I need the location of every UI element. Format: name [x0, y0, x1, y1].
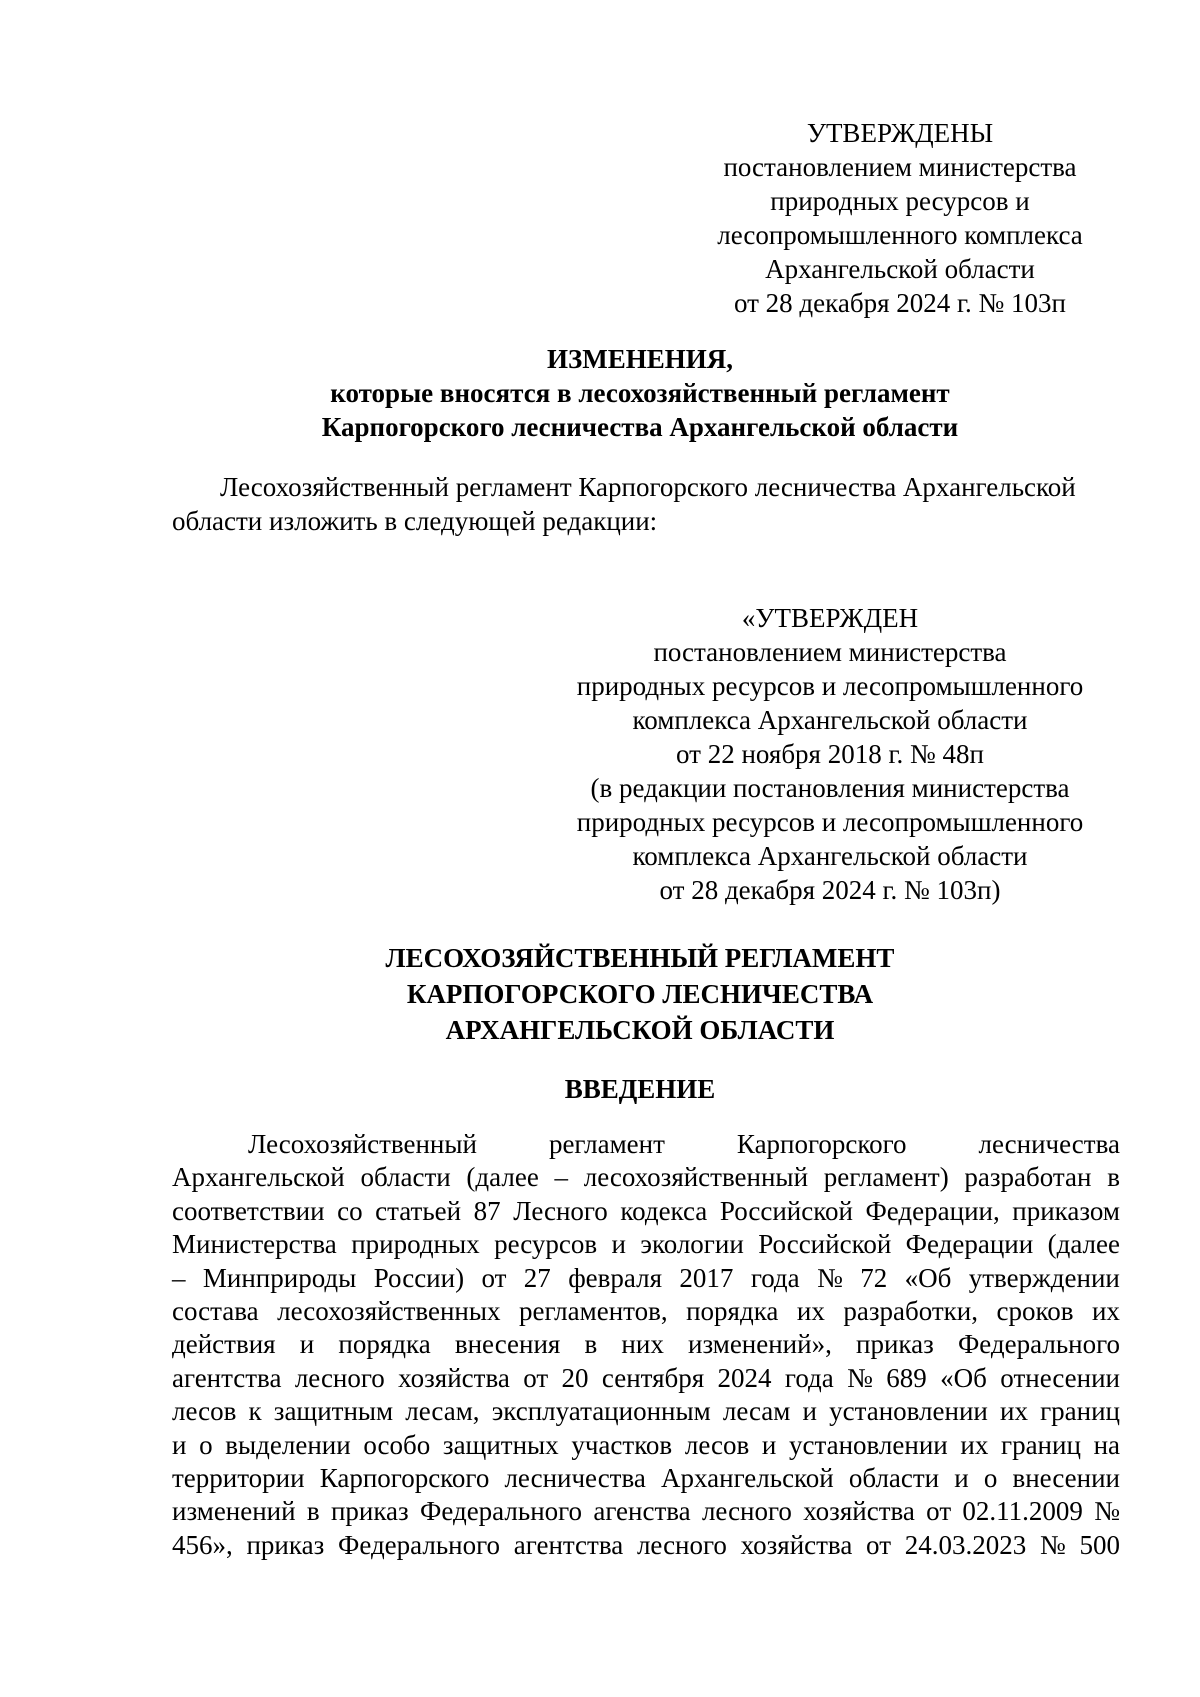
word: состава: [172, 1296, 259, 1327]
word: –: [554, 1162, 569, 1193]
word: 72: [860, 1262, 888, 1293]
approval-top-line: от 28 декабря 2024 г. № 103п: [733, 288, 1066, 318]
word: порядка: [686, 1296, 779, 1327]
word: их: [960, 1429, 989, 1460]
word: лесного: [636, 1529, 727, 1560]
word: эксплуатационным: [491, 1396, 711, 1427]
approval-top-line: лесопромышленного комплекса: [717, 220, 1083, 250]
word: сроков: [996, 1296, 1074, 1327]
word: Карпогорского: [736, 1129, 907, 1159]
approval-second-line: (в редакции постановления министерства: [590, 773, 1070, 803]
word: Федерации,: [865, 1195, 1000, 1226]
word: агенства: [593, 1496, 691, 1527]
intro-paragraph-line: области изложить в следующей редакции:: [172, 506, 658, 536]
word: 02.11.2009: [962, 1496, 1083, 1527]
word: и: [802, 1396, 817, 1427]
word: них: [621, 1329, 664, 1360]
word: о: [983, 1463, 998, 1494]
reglament-title-line: АРХАНГЕЛЬСКОЙ ОБЛАСТИ: [445, 1015, 835, 1045]
word: агентства: [513, 1529, 624, 1560]
word: отнесении: [1000, 1362, 1120, 1393]
word: со: [337, 1195, 363, 1226]
word: лесам,: [405, 1396, 480, 1427]
changes-title-line: которые вносятся в лесохозяйственный регламент: [330, 378, 950, 408]
section-heading-text: ВВЕДЕНИЕ: [564, 1074, 716, 1104]
section-heading-introduction: [160, 1072, 1120, 1106]
body-line-words: [172, 1395, 1120, 1428]
word: лесов: [684, 1429, 750, 1460]
body-line-words: [172, 1495, 1120, 1528]
word: России): [373, 1262, 465, 1293]
word: №: [1094, 1496, 1120, 1527]
reglament-title-line: ЛЕСОХОЗЯЙСТВЕННЫЙ РЕГЛАМЕНТ: [385, 943, 895, 973]
word: Лесохозяйственный: [248, 1129, 477, 1159]
body-line-words: [172, 1328, 1120, 1361]
word: о: [199, 1429, 213, 1460]
word: «Об: [904, 1262, 952, 1293]
word: 689: [886, 1362, 927, 1393]
body-line-words: [172, 1429, 1120, 1462]
approval-second-line: природных ресурсов и лесопромышленного: [576, 807, 1084, 837]
body-paragraph-line: [172, 1495, 1120, 1528]
word: (далее: [1047, 1229, 1120, 1260]
word: от: [523, 1362, 549, 1393]
body-paragraph-line: [172, 1295, 1120, 1328]
word: Лесного: [513, 1195, 608, 1226]
body-paragraph: [172, 1128, 1120, 1562]
word: от: [481, 1262, 507, 1293]
approval-second-line: «УТВЕРЖДЕН: [741, 603, 919, 633]
body-line-words: [248, 1128, 1120, 1161]
intro-paragraph-line: Лесохозяйственный регламент Карпогорского лесничества Архангельской: [220, 472, 1076, 502]
approval-stamp-second: [540, 601, 1120, 907]
body-paragraph-line: [172, 1195, 1120, 1228]
body-line-words: [172, 1262, 1120, 1295]
word: от: [866, 1529, 891, 1560]
word: регламент: [548, 1129, 665, 1159]
body-paragraph-line: [172, 1395, 1120, 1428]
approval-second-line: постановлением министерства: [653, 637, 1007, 667]
word: лесного: [294, 1362, 385, 1393]
word: февраля: [568, 1262, 663, 1293]
word: лесничества: [504, 1463, 646, 1494]
word: соответствии: [172, 1195, 325, 1226]
word: №: [817, 1262, 843, 1293]
word: Федерации: [905, 1229, 1034, 1260]
word: 2017: [679, 1262, 734, 1293]
word: (далее: [466, 1162, 539, 1193]
word: выделении: [225, 1429, 351, 1460]
word: 456»,: [172, 1529, 233, 1560]
word: и: [954, 1463, 969, 1494]
body-paragraph-line: [172, 1429, 1120, 1462]
body-paragraph-line: [172, 1128, 1120, 1161]
word: порядка: [338, 1329, 431, 1360]
word: экологии: [640, 1229, 744, 1260]
body-paragraph-line: [172, 1328, 1120, 1361]
word: хозяйства: [740, 1529, 853, 1560]
word: хозяйства: [398, 1362, 510, 1393]
word: 2024: [717, 1362, 772, 1393]
word: приказом: [1012, 1195, 1120, 1226]
word: в: [306, 1496, 320, 1527]
word: и: [172, 1429, 187, 1460]
body-line-words: [172, 1362, 1120, 1395]
word: лесов: [172, 1396, 237, 1427]
body-paragraph-line: [172, 1228, 1120, 1261]
word: года: [750, 1262, 800, 1293]
word: кодекса: [620, 1195, 708, 1226]
reglament-title-line: КАРПОГОРСКОГО ЛЕСНИЧЕСТВА: [406, 979, 874, 1009]
word: природных: [351, 1229, 480, 1260]
word: –: [172, 1262, 186, 1293]
word: регламент): [823, 1162, 949, 1193]
word: территории: [172, 1463, 305, 1494]
body-line-words: [172, 1228, 1120, 1261]
word: ресурсов: [494, 1229, 598, 1260]
word: внесении: [1012, 1463, 1120, 1494]
intro-paragraph: [172, 470, 1120, 538]
body-paragraph-line: [172, 1462, 1120, 1495]
word: года: [784, 1362, 834, 1393]
word: приказ: [856, 1329, 934, 1360]
word: Архангельской: [661, 1463, 834, 1494]
body-paragraph-line: [172, 1262, 1120, 1295]
word: сентября: [601, 1362, 705, 1393]
body-paragraph-line: [172, 1362, 1120, 1395]
approval-second-line: от 28 декабря 2024 г. № 103п): [659, 875, 1001, 905]
word: 24.03.2023: [904, 1529, 1027, 1560]
word: защитных: [442, 1429, 559, 1460]
word: изменений»,: [688, 1329, 832, 1360]
word: лесам: [722, 1396, 791, 1427]
approval-top-line: Архангельской области: [765, 254, 1035, 284]
word: 500: [1079, 1529, 1120, 1560]
body-paragraph-line: [172, 1529, 1120, 1562]
word: регламентов,: [518, 1296, 668, 1327]
word: №: [847, 1362, 873, 1393]
body-line-words: [172, 1462, 1120, 1495]
word: их: [1000, 1396, 1028, 1427]
word: Минприроды: [202, 1262, 357, 1293]
word: Архангельской: [172, 1162, 345, 1193]
word: лесного: [701, 1496, 792, 1527]
word: лесохозяйственный: [583, 1162, 809, 1193]
approval-second-line: от 22 ноября 2018 г. № 48п: [676, 739, 984, 769]
word: приказ: [246, 1529, 325, 1560]
word: области: [848, 1463, 940, 1494]
word: участков: [571, 1429, 673, 1460]
body-line-words: [172, 1529, 1120, 1562]
word: приказ: [330, 1496, 409, 1527]
word: Федерального: [420, 1496, 583, 1527]
word: 20: [561, 1362, 589, 1393]
word: статьей: [375, 1195, 462, 1226]
body-line-words: [172, 1295, 1120, 1328]
word: действия: [172, 1329, 276, 1360]
approval-second-line: комплекса Архангельской области: [632, 705, 1028, 735]
changes-title: [160, 342, 1120, 444]
word: агентства: [172, 1362, 282, 1393]
word: №: [1039, 1529, 1066, 1560]
word: Федерального: [957, 1329, 1120, 1360]
changes-title-line: Карпогорского лесничества Архангельской области: [321, 412, 959, 442]
word: их: [1091, 1296, 1120, 1327]
word: хозяйства: [803, 1496, 915, 1527]
word: и: [299, 1329, 315, 1360]
word: лесничества: [978, 1129, 1120, 1159]
word: внесения: [454, 1329, 561, 1360]
changes-title-line: ИЗМЕНЕНИЯ,: [546, 344, 733, 374]
word: утверждении: [968, 1262, 1120, 1293]
word: в: [584, 1329, 598, 1360]
approval-second-line: комплекса Архангельской области: [632, 841, 1028, 871]
word: Российской: [758, 1229, 892, 1260]
word: лесохозяйственных: [277, 1296, 501, 1327]
approval-top-line: постановлением министерства: [723, 152, 1077, 182]
word: установлении: [829, 1396, 988, 1427]
approval-top-line: УТВЕРЖДЕНЫ: [806, 118, 994, 148]
word: «Об: [940, 1362, 987, 1393]
word: разработки,: [843, 1296, 978, 1327]
approval-second-line: природных ресурсов и лесопромышленного: [576, 671, 1084, 701]
word: и: [761, 1429, 777, 1460]
word: и: [611, 1229, 626, 1260]
word: установлении: [788, 1429, 948, 1460]
body-paragraph-line: [172, 1161, 1120, 1194]
word: на: [1093, 1429, 1120, 1460]
body-line-words: [172, 1161, 1120, 1194]
word: Российской: [719, 1195, 853, 1226]
word: их: [796, 1296, 825, 1327]
body-line-words: [172, 1195, 1120, 1228]
word: границ: [1040, 1396, 1120, 1427]
word: от: [926, 1496, 952, 1527]
word: Карпогорского: [319, 1463, 490, 1494]
word: изменений: [172, 1496, 296, 1527]
word: особо: [363, 1429, 431, 1460]
word: к: [248, 1396, 262, 1427]
word: Федерального: [337, 1529, 501, 1560]
reglament-title: [160, 940, 1120, 1048]
word: разработан: [964, 1162, 1092, 1193]
word: 87: [473, 1195, 501, 1226]
word: в: [1107, 1162, 1120, 1193]
word: границ: [1001, 1429, 1081, 1460]
word: области: [360, 1162, 451, 1193]
approval-stamp-top: [680, 116, 1120, 320]
word: защитным: [273, 1396, 394, 1427]
word: Министерства: [172, 1229, 337, 1260]
approval-top-line: природных ресурсов и: [770, 186, 1030, 216]
word: 27: [523, 1262, 551, 1293]
